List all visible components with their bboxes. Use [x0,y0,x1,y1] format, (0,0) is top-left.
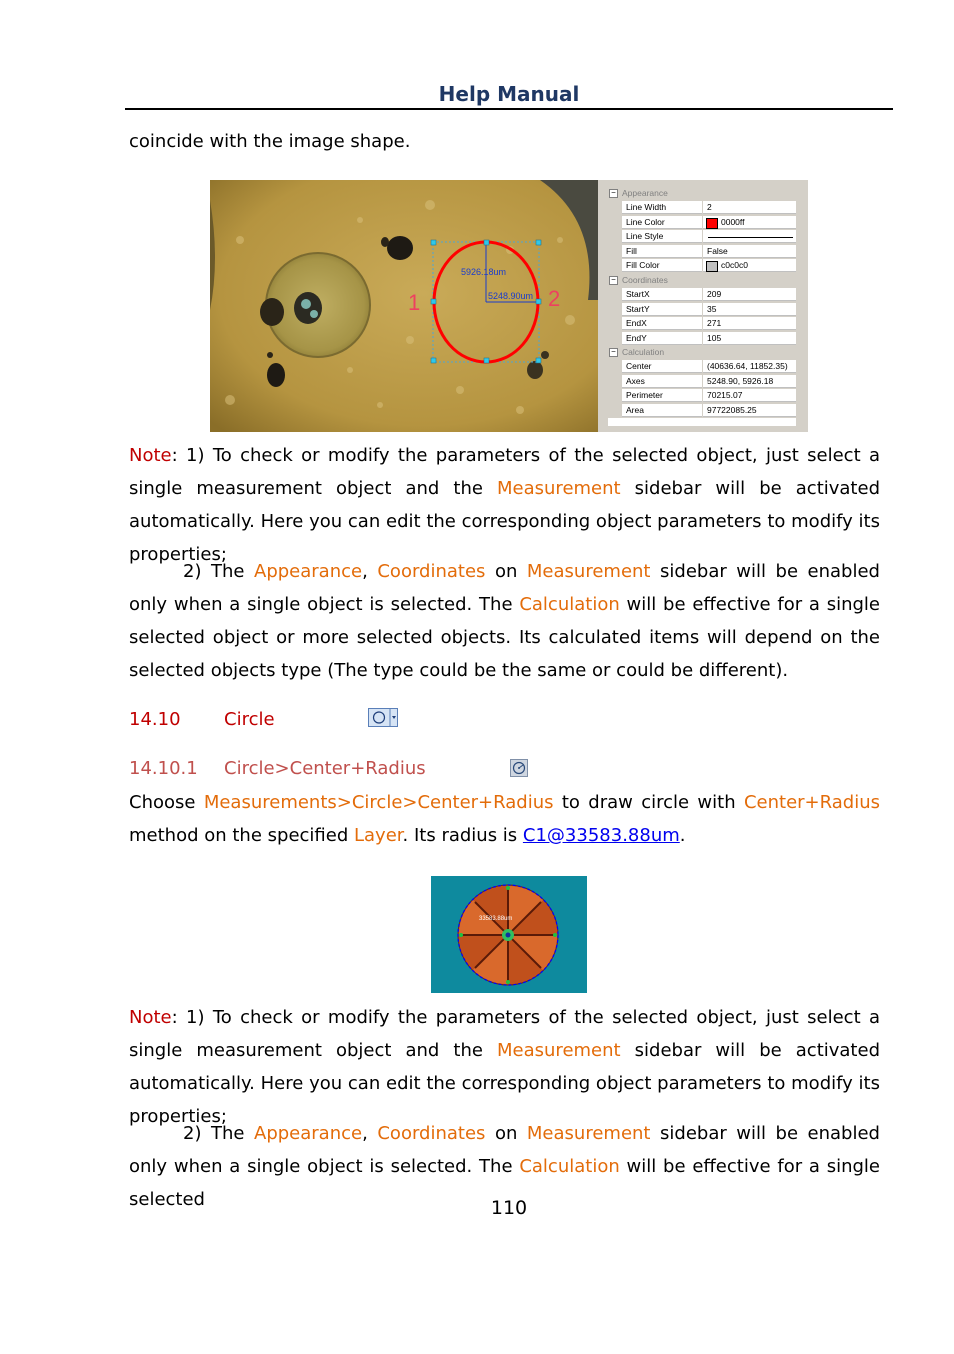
prop-row[interactable]: Axes 5248.90, 5926.18 [608,374,796,389]
label-1: 1 [408,290,421,315]
prop-row-line-color[interactable]: Line Color 0000ff [608,215,796,230]
collapse-icon[interactable]: − [609,276,618,285]
center-radius-icon[interactable] [510,759,528,777]
label-2: 2 [548,286,561,311]
subsection-title: Circle>Center+Radius [224,758,426,779]
prop-row[interactable]: Line Width 2 [608,200,796,215]
note-paragraph-3: Note: 1) To check or modify the parameters of the selected object, just select a single measurement object and the Measurement sidebar will be activated automatically. Here you can edit the corresponding object parameters to modify its properties; [129,1007,880,1127]
radius-label: 33583.88um [479,916,513,922]
particle [267,363,285,387]
subsection-number: 14.10.1 [129,758,198,779]
header-rule [125,108,893,110]
prop-row[interactable]: Fill False [608,244,796,259]
line-style-preview [708,237,793,238]
section-number: 14.10 [129,709,181,730]
measurement-property-grid [598,180,808,432]
intro-text: coincide with the image shape. [129,131,411,152]
prop-row-line-style[interactable]: Line Style [608,229,796,244]
circle-image [431,876,587,993]
note-paragraph-4: 2) The Appearance, Coordinates on Measurement sidebar will be enabled only when a single object is selected. The Calculation will be effective for a single selected [129,1123,880,1210]
page-number: 110 [490,1197,528,1219]
prop-row[interactable]: StartX 209 [608,287,796,302]
prop-row[interactable]: EndX 271 [608,316,796,331]
prop-row[interactable]: EndY 105 [608,331,796,346]
category-calculation[interactable]: − Calculation [608,346,796,359]
microscope-image [210,180,598,432]
category-appearance[interactable]: − Appearance [608,187,796,200]
particle [387,236,413,260]
fill-color-swatch [706,261,718,272]
prop-row[interactable]: Area 97722085.25 [608,403,796,418]
radius-link[interactable]: C1@33583.88um [522,825,680,846]
line-color-swatch [706,218,718,229]
header-title: Help Manual [438,82,580,106]
ellipse-measurement-figure [210,180,808,432]
horizontal-measure-label: 5248.90um [488,291,534,301]
prop-row[interactable]: Perimeter 70215.07 [608,388,796,403]
collapse-icon[interactable]: − [609,189,618,198]
section-title: Circle [224,709,275,730]
vertical-measure-label: 5926.18um [461,267,507,277]
circle-tool-icon[interactable] [368,708,398,727]
prop-row[interactable]: Center (40636.64, 11852.35) [608,359,796,374]
particle [260,298,284,326]
prop-row-fill-color[interactable]: Fill Color c0c0c0 [608,258,796,273]
category-coordinates[interactable]: − Coordinates [608,274,796,287]
prop-row[interactable]: StartY 35 [608,302,796,317]
note-paragraph-2: 2) The Appearance, Coordinates on Measurement sidebar will be enabled only when a single object is selected. The Calculation will be effective for a single selected object or more selected objects. Its calculated items will depend on the selected objects type (The type could be the same or could be different). [129,561,880,681]
note-paragraph-1: Note: 1) To check or modify the parameters of the selected object, just select a single measurement object and the Measurement sidebar will be activated automatically. Here you can edit the corresponding object parameters to modify its properties; [129,445,880,565]
choose-paragraph: Choose Measurements>Circle>Center+Radius to draw circle with Center+Radius method on the specified Layer. Its radius is C1@33583.88um. [129,792,880,846]
collapse-icon[interactable]: − [609,348,618,357]
circle-measurement-figure [431,876,587,993]
